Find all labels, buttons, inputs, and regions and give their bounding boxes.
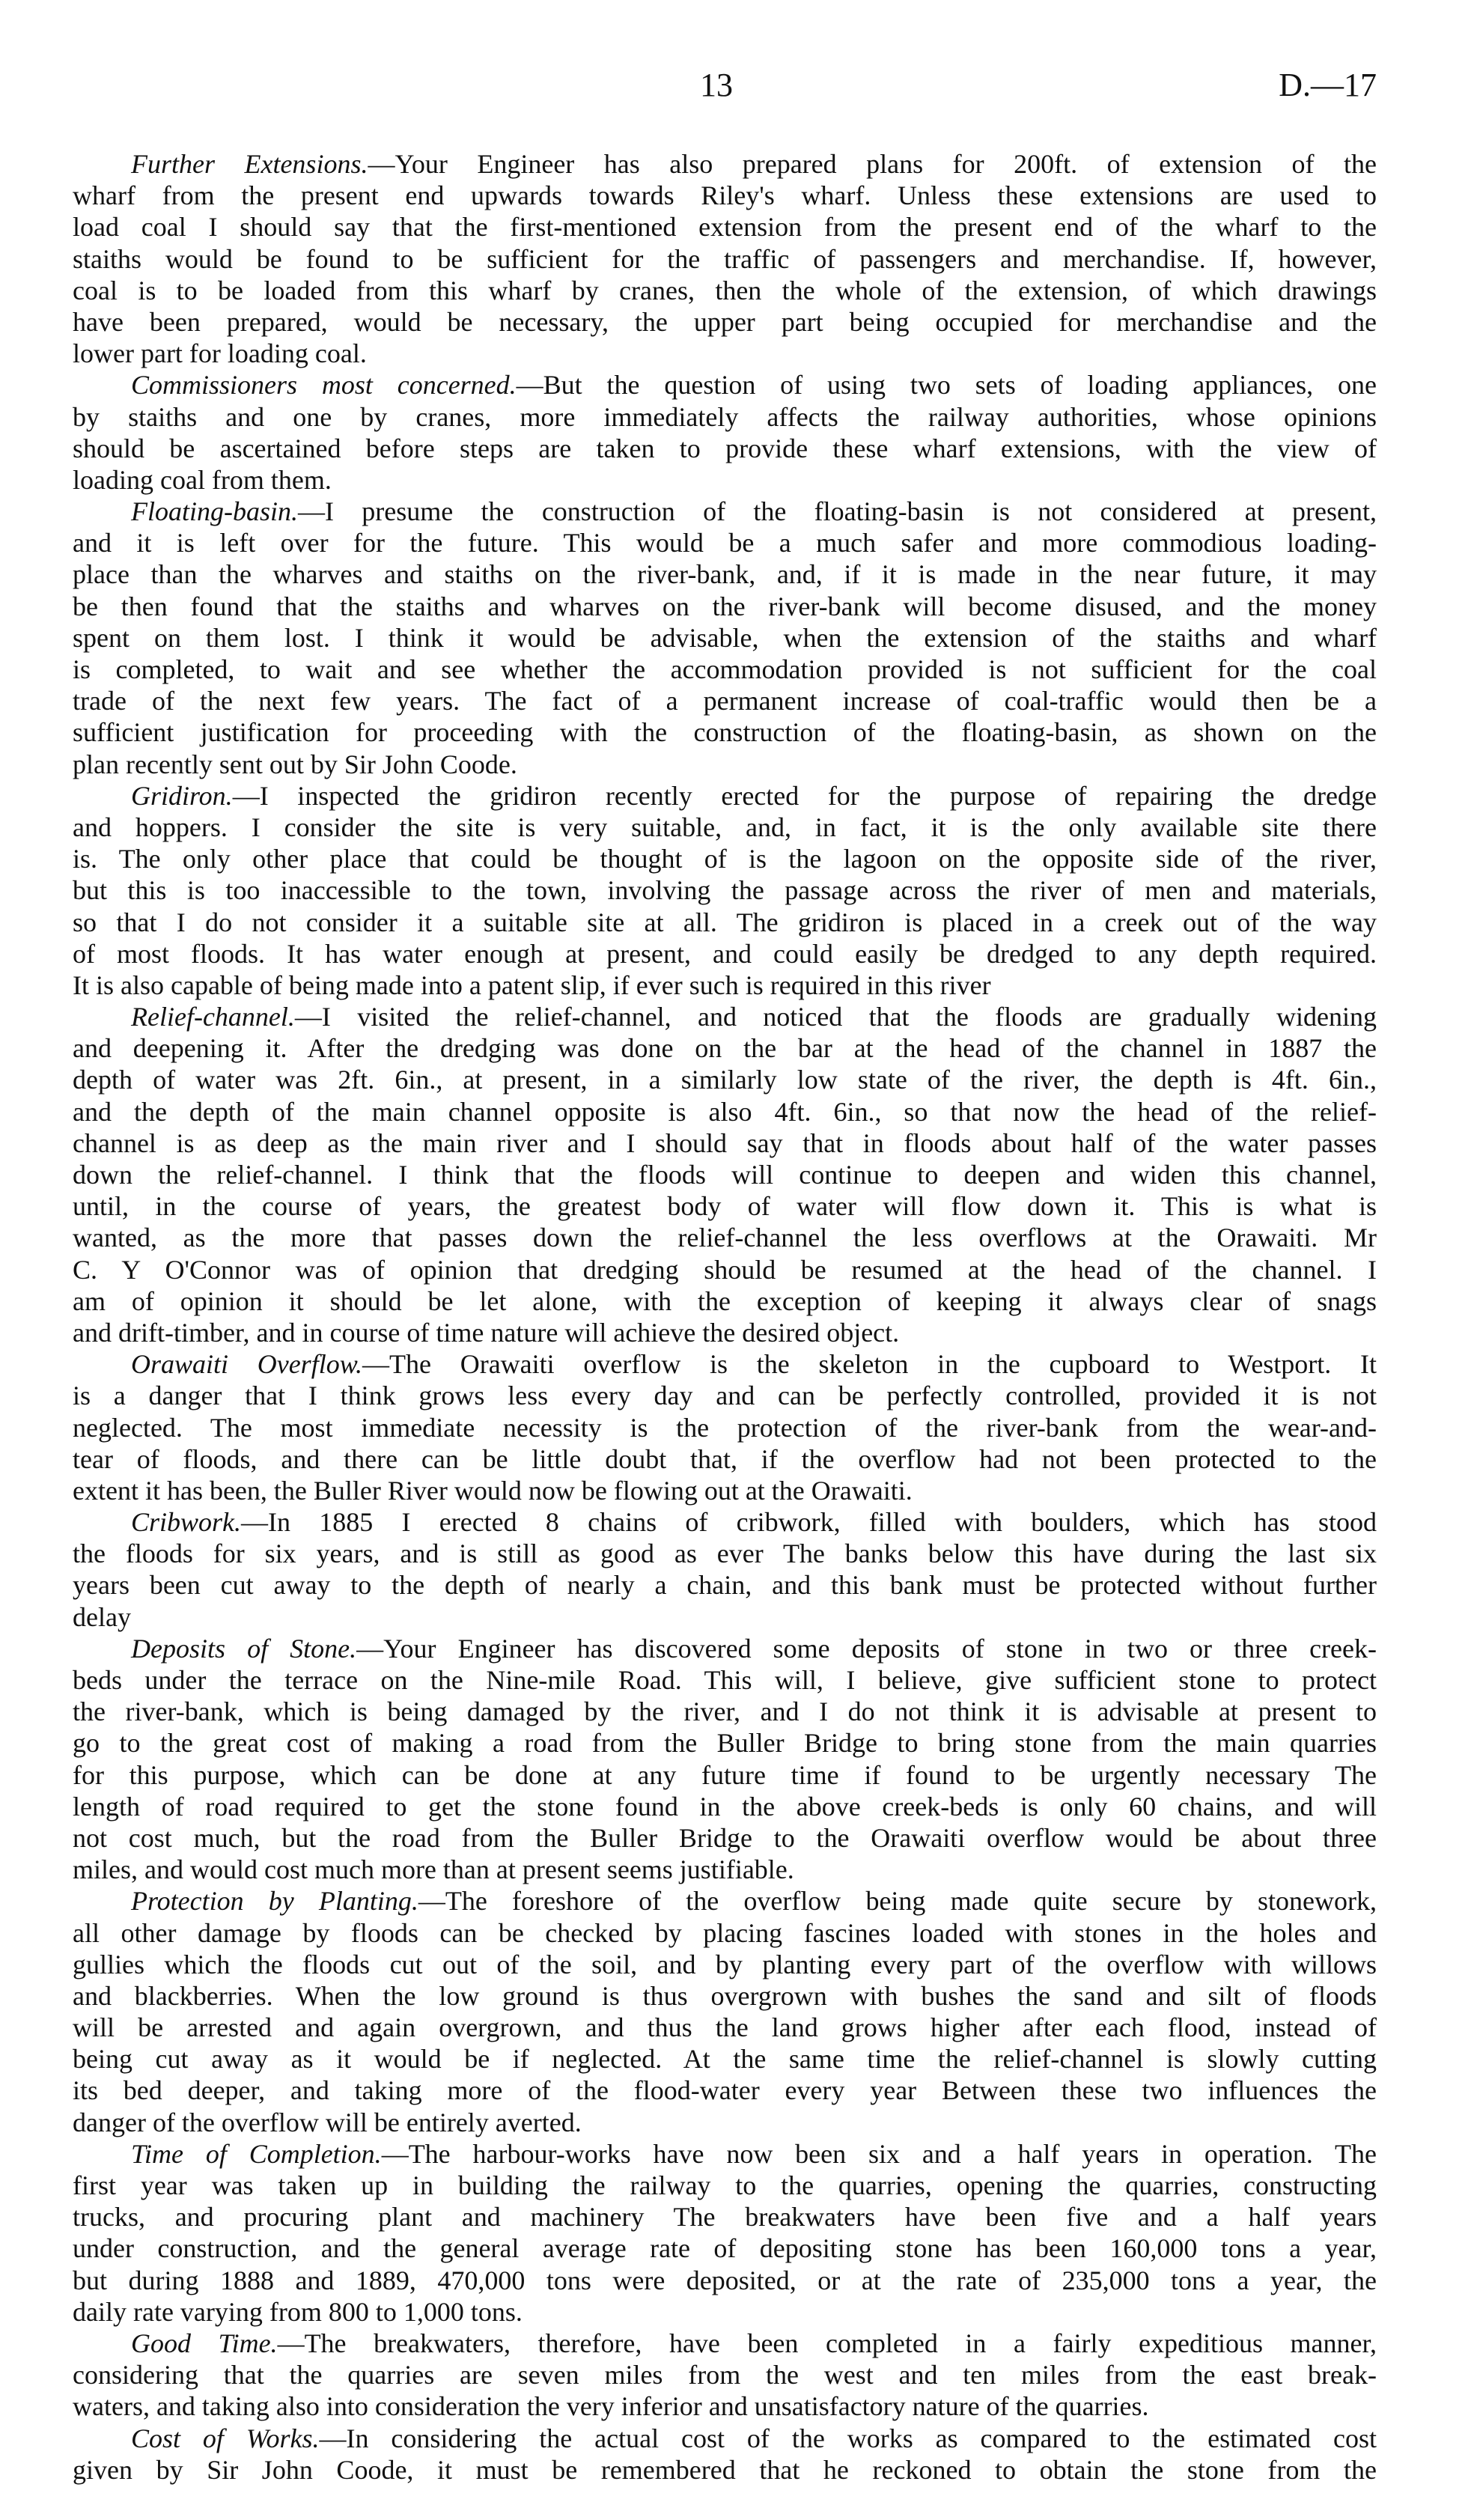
line-text: so that I do not consider it a suitable site at all. The gridiron is placed in a creek out of the way <box>73 907 1377 937</box>
paragraph <box>73 2328 1377 2423</box>
line-text: will be arrested and again overgrown, and thus the land grows higher after each flood, instead of <box>73 2012 1377 2043</box>
line-text: and blackberries. When the low ground is thus overgrown with bushes the sand and silt of floods <box>73 1980 1377 2011</box>
line-text: —I inspected the gridiron recently erected for the purpose of repairing the dredge <box>232 780 1377 811</box>
text-line <box>73 812 1377 843</box>
line-text: have been prepared, would be necessary, the upper part being occupied for merchandise and the <box>73 306 1377 337</box>
text-line <box>73 1791 1377 1822</box>
text-line <box>73 1254 1377 1285</box>
paragraph <box>73 1001 1377 1348</box>
text-line <box>73 2138 1377 2170</box>
text-line <box>73 464 1377 496</box>
text-line <box>73 1222 1377 1253</box>
text-line <box>73 1475 1377 1506</box>
text-line <box>73 2454 1377 2486</box>
line-text: the river-bank, which is being damaged by the river, and I do not think it is advisable at present to <box>73 1696 1377 1727</box>
section-heading: Cribwork. <box>131 1507 242 1538</box>
section-heading: Protection by Planting. <box>131 1886 418 1917</box>
text-line <box>73 2328 1377 2359</box>
line-text: years been cut away to the depth of nearly a chain, and this bank must be protected without further <box>73 1570 1377 1601</box>
text-line <box>73 749 1377 780</box>
text-line <box>73 685 1377 716</box>
text-line <box>73 2359 1377 2390</box>
section-heading: Gridiron. <box>131 780 233 811</box>
text-line <box>73 591 1377 622</box>
line-text: all other damage by floods can be checked by placing fascines loaded with stones in the holes and <box>73 1917 1377 1948</box>
section-heading: Floating-basin. <box>131 496 298 527</box>
text-line <box>73 874 1377 906</box>
text-line <box>73 1412 1377 1443</box>
text-line <box>73 1190 1377 1222</box>
text-line <box>73 1822 1377 1854</box>
line-text: its bed deeper, and taking more of the flood-water every year Between these two influences the <box>73 2075 1377 2106</box>
line-text: and the depth of the main channel opposite is also 4ft. 6in., so that now the head of the relief- <box>73 1096 1377 1127</box>
text-line <box>73 970 1377 1001</box>
text-line <box>73 2170 1377 2201</box>
text-line <box>73 1064 1377 1095</box>
text-line <box>73 1159 1377 1190</box>
line-text: waters, and taking also into consideration the very inferior and unsatisfactory nature of the quarries. <box>73 2391 1149 2422</box>
text-line <box>73 1506 1377 1538</box>
line-text: until, in the course of years, the greatest body of water will flow down it. This is what is <box>73 1191 1377 1222</box>
line-text: should be ascertained before steps are taken to provide these wharf extensions, with the view of <box>73 433 1377 463</box>
line-text: given by Sir John Coode, it must be remembered that he reckoned to obtain the stone from the <box>73 2454 1377 2485</box>
text-line <box>73 1854 1377 1885</box>
text-line <box>73 1348 1377 1380</box>
line-text: and drift-timber, and in course of time nature will achieve the desired object. <box>73 1317 900 1348</box>
line-text: —Your Engineer has also prepared plans for 200ft. of extension of the <box>368 149 1377 179</box>
text-line <box>73 559 1377 590</box>
line-text: being cut away as it would be if neglected. At the same time the relief-channel is slowly cutting <box>73 2044 1377 2075</box>
text-line <box>73 938 1377 970</box>
paragraph <box>73 369 1377 496</box>
line-text: staiths would be found to be sufficient for the traffic of passengers and merchandise. If, however, <box>73 243 1377 274</box>
text-line <box>73 1980 1377 2012</box>
text-line <box>73 1032 1377 1064</box>
line-text: down the relief-channel. I think that the floods will continue to deepen and widen this channel, <box>73 1160 1377 1190</box>
line-text: sufficient justification for proceeding with the construction of the floating-basin, as shown on the <box>73 717 1377 748</box>
line-text: loading coal from them. <box>73 464 332 495</box>
line-text: —I presume the construction of the floating-basin is not considered at present, <box>298 496 1377 527</box>
line-text: not cost much, but the road from the Buller Bridge to the Orawaiti overflow would be about three <box>73 1822 1377 1853</box>
line-text: and it is left over for the future. This would be a much safer and more commodious loading- <box>73 528 1377 559</box>
text-line <box>73 1380 1377 1411</box>
line-text: C. Y O'Connor was of opinion that dredging should be resumed at the head of the channel. I <box>73 1254 1377 1285</box>
line-text: trade of the next few years. The fact of a permanent increase of coal-traffic would then be a <box>73 686 1377 716</box>
line-text: beds under the terrace on the Nine-mile Road. This will, I believe, give sufficient stone to protect <box>73 1665 1377 1695</box>
line-text: depth of water was 2ft. 6in., at present, in a similarly low state of the river, the depth is 4ft. 6in., <box>73 1065 1377 1095</box>
text-line <box>73 2012 1377 2043</box>
page-number: 13 <box>700 67 733 103</box>
line-text: —The Orawaiti overflow is the skeleton in the cupboard to Westport. It <box>362 1349 1377 1380</box>
text-line <box>73 1127 1377 1159</box>
section-heading: Cost of Works. <box>131 2423 320 2453</box>
line-text: extent it has been, the Buller River would now be flowing out at the Orawaiti. <box>73 1475 913 1506</box>
line-text: is completed, to wait and see whether the accommodation provided is not sufficient for the coal <box>73 654 1377 684</box>
line-text: —I visited the relief-channel, and noticed that the floods are gradually widening <box>294 1002 1377 1032</box>
line-text: plan recently sent out by Sir John Coode. <box>73 749 517 779</box>
document-reference: D.—17 <box>1279 67 1377 103</box>
text-line <box>73 622 1377 654</box>
text-line <box>73 2390 1377 2422</box>
line-text: channel is as deep as the main river and I should say that in floods about half of the water passes <box>73 1127 1377 1158</box>
line-text: and deepening it. After the dredging was done on the bar at the head of the channel in 1887 the <box>73 1033 1377 1064</box>
text-line <box>73 2201 1377 2233</box>
line-text: trucks, and procuring plant and machinery The breakwaters have been five and a half years <box>73 2202 1377 2233</box>
text-line <box>73 1001 1377 1032</box>
text-line <box>73 654 1377 685</box>
line-text: wharf from the present end upwards towards Riley's wharf. Unless these extensions are used to <box>73 180 1377 211</box>
text-line <box>73 243 1377 275</box>
paragraph <box>73 1885 1377 2138</box>
text-line <box>73 148 1377 180</box>
text-line <box>73 1696 1377 1727</box>
line-text: tear of floods, and there can be little doubt that, if the overflow had not been protected to the <box>73 1443 1377 1474</box>
line-text: of most floods. It has water enough at present, and could easily be dredged to any depth required. <box>73 938 1377 969</box>
text-line <box>73 1538 1377 1569</box>
line-text: neglected. The most immediate necessity is the protection of the river-bank from the wear-and- <box>73 1412 1377 1443</box>
line-text: but this is too inaccessible to the town, involving the passage across the river of men and materials, <box>73 875 1377 906</box>
line-text: It is also capable of being made into a patent slip, if ever such is required in this river <box>73 970 991 1000</box>
line-text: and hoppers. I consider the site is very suitable, and, in fact, it is the only available site there <box>73 812 1377 842</box>
line-text: length of road required to get the stone found in the above creek-beds is only 60 chains, and will <box>73 1791 1377 1821</box>
text-line <box>73 716 1377 748</box>
paragraph <box>73 496 1377 780</box>
paragraph <box>73 2423 1377 2486</box>
text-line <box>73 496 1377 527</box>
text-line <box>73 907 1377 938</box>
line-text: am of opinion it should be let alone, with the exception of keeping it always clear of snags <box>73 1285 1377 1316</box>
text-line <box>73 180 1377 211</box>
text-line <box>73 1569 1377 1601</box>
text-line <box>73 2296 1377 2328</box>
line-text: place than the wharves and staiths on the river-bank, and, if it is made in the near future, it may <box>73 559 1377 590</box>
text-line <box>73 2265 1377 2296</box>
line-text: be then found that the staiths and wharves on the river-bank will become disused, and the money <box>73 591 1377 621</box>
text-line <box>73 843 1377 874</box>
line-text: —The harbour-works have now been six and a half years in operation. The <box>381 2138 1377 2169</box>
line-text: is. The only other place that could be thought of is the lagoon on the opposite side of the river, <box>73 844 1377 874</box>
text-line <box>73 780 1377 812</box>
line-text: —In 1885 I erected 8 chains of cribwork, filled with boulders, which has stood <box>241 1507 1377 1538</box>
line-text: —The breakwaters, therefore, have been completed in a fairly expeditious manner, <box>277 2328 1377 2358</box>
paragraph <box>73 148 1377 369</box>
line-text: first year was taken up in building the railway to the quarries, opening the quarries, constructing <box>73 2170 1377 2200</box>
line-text: —In considering the actual cost of the works as compared to the estimated cost <box>319 2423 1377 2453</box>
text-line <box>73 1633 1377 1664</box>
line-text: —Your Engineer has discovered some deposits of stone in two or three creek- <box>356 1633 1377 1664</box>
text-line <box>73 306 1377 338</box>
line-text: lower part for loading coal. <box>73 338 367 369</box>
paragraph <box>73 1633 1377 1886</box>
text-line <box>73 369 1377 401</box>
text-line <box>73 527 1377 559</box>
text-line <box>73 1443 1377 1475</box>
section-heading: Time of Completion. <box>131 2138 382 2169</box>
line-text: coal is to be loaded from this wharf by cranes, then the whole of the extension, of which drawings <box>73 275 1377 305</box>
paragraph <box>73 2138 1377 2328</box>
line-text: considering that the quarries are seven miles from the west and ten miles from the east break- <box>73 2360 1377 2390</box>
section-heading: Deposits of Stone. <box>131 1633 357 1664</box>
line-text: the floods for six years, and is still as good as ever The banks below this have during the last six <box>73 1539 1377 1569</box>
text-line <box>73 2233 1377 2264</box>
text-line <box>73 1885 1377 1917</box>
section-heading: Relief-channel. <box>131 1002 295 1032</box>
text-line <box>73 1601 1377 1633</box>
text-line <box>73 1727 1377 1759</box>
text-line <box>73 401 1377 433</box>
line-text: for this purpose, which can be done at any future time if found to be urgently necessary The <box>73 1759 1377 1790</box>
line-text: delay <box>73 1601 131 1632</box>
line-text: go to the great cost of making a road from the Buller Bridge to bring stone from the main quarries <box>73 1728 1377 1759</box>
line-text: danger of the overflow will be entirely averted. <box>73 2107 582 2137</box>
line-text: wanted, as the more that passes down the relief-channel the less overflows at the Orawaiti. Mr <box>73 1223 1377 1253</box>
text-line <box>73 1917 1377 1949</box>
line-text: under construction, and the general average rate of depositing stone has been 160,000 tons a year, <box>73 2233 1377 2264</box>
document-body <box>73 148 1377 2486</box>
text-line <box>73 1759 1377 1791</box>
text-line <box>73 2107 1377 2138</box>
text-line <box>73 1285 1377 1317</box>
line-text: gullies which the floods cut out of the soil, and by planting every part of the overflow with willows <box>73 1949 1377 1979</box>
text-line <box>73 338 1377 369</box>
text-line <box>73 2075 1377 2106</box>
section-heading: Commissioners most concerned. <box>131 370 517 401</box>
paragraph <box>73 1348 1377 1506</box>
line-text: —The foreshore of the overflow being made quite secure by stonework, <box>418 1886 1377 1917</box>
line-text: is a danger that I think grows less every day and can be perfectly controlled, provided it is not <box>73 1381 1377 1411</box>
line-text: but during 1888 and 1889, 470,000 tons were deposited, or at the rate of 235,000 tons a year, the <box>73 2265 1377 2295</box>
paragraph <box>73 780 1377 1001</box>
line-text: —But the question of using two sets of loading appliances, one <box>516 370 1377 401</box>
line-text: spent on them lost. I think it would be advisable, when the extension of the staiths and wharf <box>73 622 1377 653</box>
section-heading: Orawaiti Overflow. <box>131 1349 363 1380</box>
text-line <box>73 2043 1377 2075</box>
line-text: daily rate varying from 800 to 1,000 tons. <box>73 2296 523 2327</box>
section-heading: Further Extensions. <box>131 149 368 179</box>
text-line <box>73 211 1377 243</box>
line-text: miles, and would cost much more than at present seems justifiable. <box>73 1854 794 1885</box>
text-line <box>73 1664 1377 1696</box>
text-line <box>73 1096 1377 1127</box>
text-line <box>73 1317 1377 1348</box>
text-line <box>73 433 1377 464</box>
text-line <box>73 2423 1377 2454</box>
line-text: load coal I should say that the first-mentioned extension from the present end of the wharf to the <box>73 212 1377 243</box>
section-heading: Good Time. <box>131 2328 278 2358</box>
text-line <box>73 1949 1377 1980</box>
paragraph <box>73 1506 1377 1633</box>
line-text: by staiths and one by cranes, more immediately affects the railway authorities, whose opinions <box>73 401 1377 432</box>
text-line <box>73 275 1377 306</box>
